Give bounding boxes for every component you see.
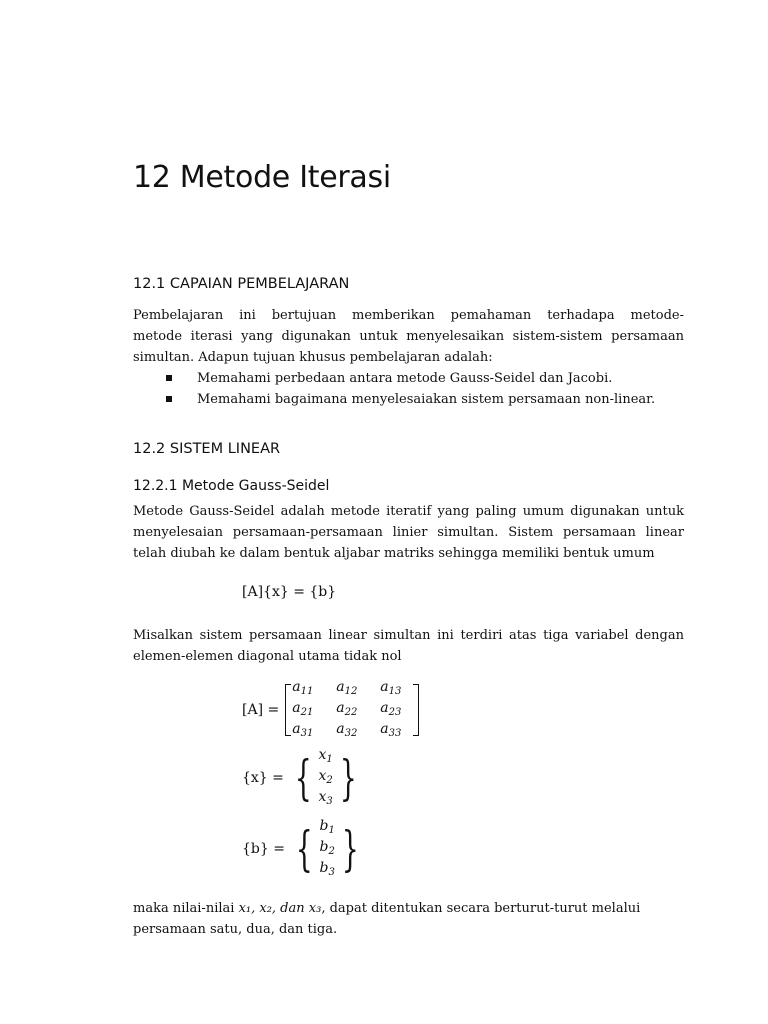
- right-bracket: [413, 684, 419, 736]
- inline-math-vars: x₁, x₂, dan x₃: [238, 901, 322, 916]
- paragraph-line: Misalkan sistem persamaan linear simultan ini terdiri atas tiga variabel dengan: [133, 628, 684, 643]
- paragraph-misalkan: [133, 625, 684, 667]
- paragraph-line: persamaan satu, dua, dan tiga.: [133, 922, 338, 937]
- matrix-cell: $a_{32}$: [336, 720, 358, 739]
- paragraph-capaian: [133, 305, 684, 368]
- list-item: Memahami perbedaan antara metode Gauss-Seidel dan Jacobi.: [162, 368, 702, 389]
- vector-entry: $x_1$: [318, 746, 333, 765]
- matrix-cell: $a_{33}$: [380, 720, 402, 739]
- objectives-list: [162, 368, 702, 410]
- chapter-title: 12 Metode Iterasi: [133, 160, 391, 195]
- equation-main-text: [A]{x} = {b}: [242, 584, 337, 600]
- paragraph-gauss-seidel: [133, 501, 684, 564]
- equation-main: [242, 584, 336, 600]
- matrix-a-grid: [291, 679, 413, 742]
- paragraph-line: metode iterasi yang digunakan untuk menyelesaikan sistem-sistem persamaan: [133, 329, 684, 344]
- subsection-heading-12-2-1: 12.2.1 Metode Gauss-Seidel: [133, 478, 330, 494]
- matrix-a-lhs: [A] =: [242, 702, 280, 718]
- paragraph-line: Metode Gauss-Seidel adalah metode iteratif yang paling umum digunakan untuk: [133, 504, 684, 519]
- vector-entry: $b_2$: [319, 838, 335, 857]
- right-brace: }: [341, 821, 359, 877]
- matrix-a: [242, 678, 419, 739]
- matrix-cell: $a_{21}$: [292, 699, 314, 718]
- left-brace: {: [294, 750, 312, 806]
- paragraph-line: maka nilai-nilai x₁, x₂, dan x₃, dapat ditentukan secara berturut-turut melalui: [133, 901, 641, 916]
- vector-b: [242, 817, 365, 878]
- matrix-cell: $a_{23}$: [380, 699, 402, 718]
- matrix-cell: $a_{12}$: [336, 678, 358, 697]
- vector-x-column: [318, 747, 332, 810]
- vector-entry: $b_1$: [319, 817, 335, 836]
- vector-x-lhs: {x} =: [242, 770, 284, 786]
- vector-b-lhs: {b} =: [242, 841, 285, 857]
- paragraph-line: telah diubah ke dalam bentuk aljabar matriks sehingga memiliki bentuk umum: [133, 546, 655, 561]
- bullet-square-icon: [166, 375, 172, 381]
- paragraph-line: Pembelajaran ini bertujuan memberikan pemahaman terhadapa metode-: [133, 308, 684, 323]
- paragraph-line: simultan. Adapun tujuan khusus pembelajaran adalah:: [133, 350, 493, 365]
- matrix-cell: $a_{31}$: [292, 720, 314, 739]
- paragraph-final: [133, 898, 684, 940]
- paragraph-line: menyelesaian persamaan-persamaan linier simultan. Sistem persamaan linear: [133, 525, 684, 540]
- vector-b-column: [320, 818, 335, 881]
- matrix-cell: $a_{22}$: [336, 699, 358, 718]
- bullet-square-icon: [166, 396, 172, 402]
- matrix-cell: $a_{13}$: [380, 678, 402, 697]
- left-brace: {: [295, 821, 313, 877]
- matrix-cell: $a_{11}$: [292, 678, 314, 697]
- vector-entry: $x_2$: [318, 767, 333, 786]
- paragraph-line: elemen-elemen diagonal utama tidak nol: [133, 649, 402, 664]
- vector-entry: $x_3$: [318, 788, 333, 807]
- vector-entry: $b_3$: [319, 859, 335, 878]
- list-item: Memahami bagaimana menyelesaiakan sistem persamaan non-linear.: [162, 389, 702, 410]
- vector-x: [242, 746, 363, 807]
- section-heading-12-1: 12.1 CAPAIAN PEMBELAJARAN: [133, 276, 350, 292]
- right-brace: }: [339, 750, 357, 806]
- section-heading-12-2: 12.2 SISTEM LINEAR: [133, 441, 281, 457]
